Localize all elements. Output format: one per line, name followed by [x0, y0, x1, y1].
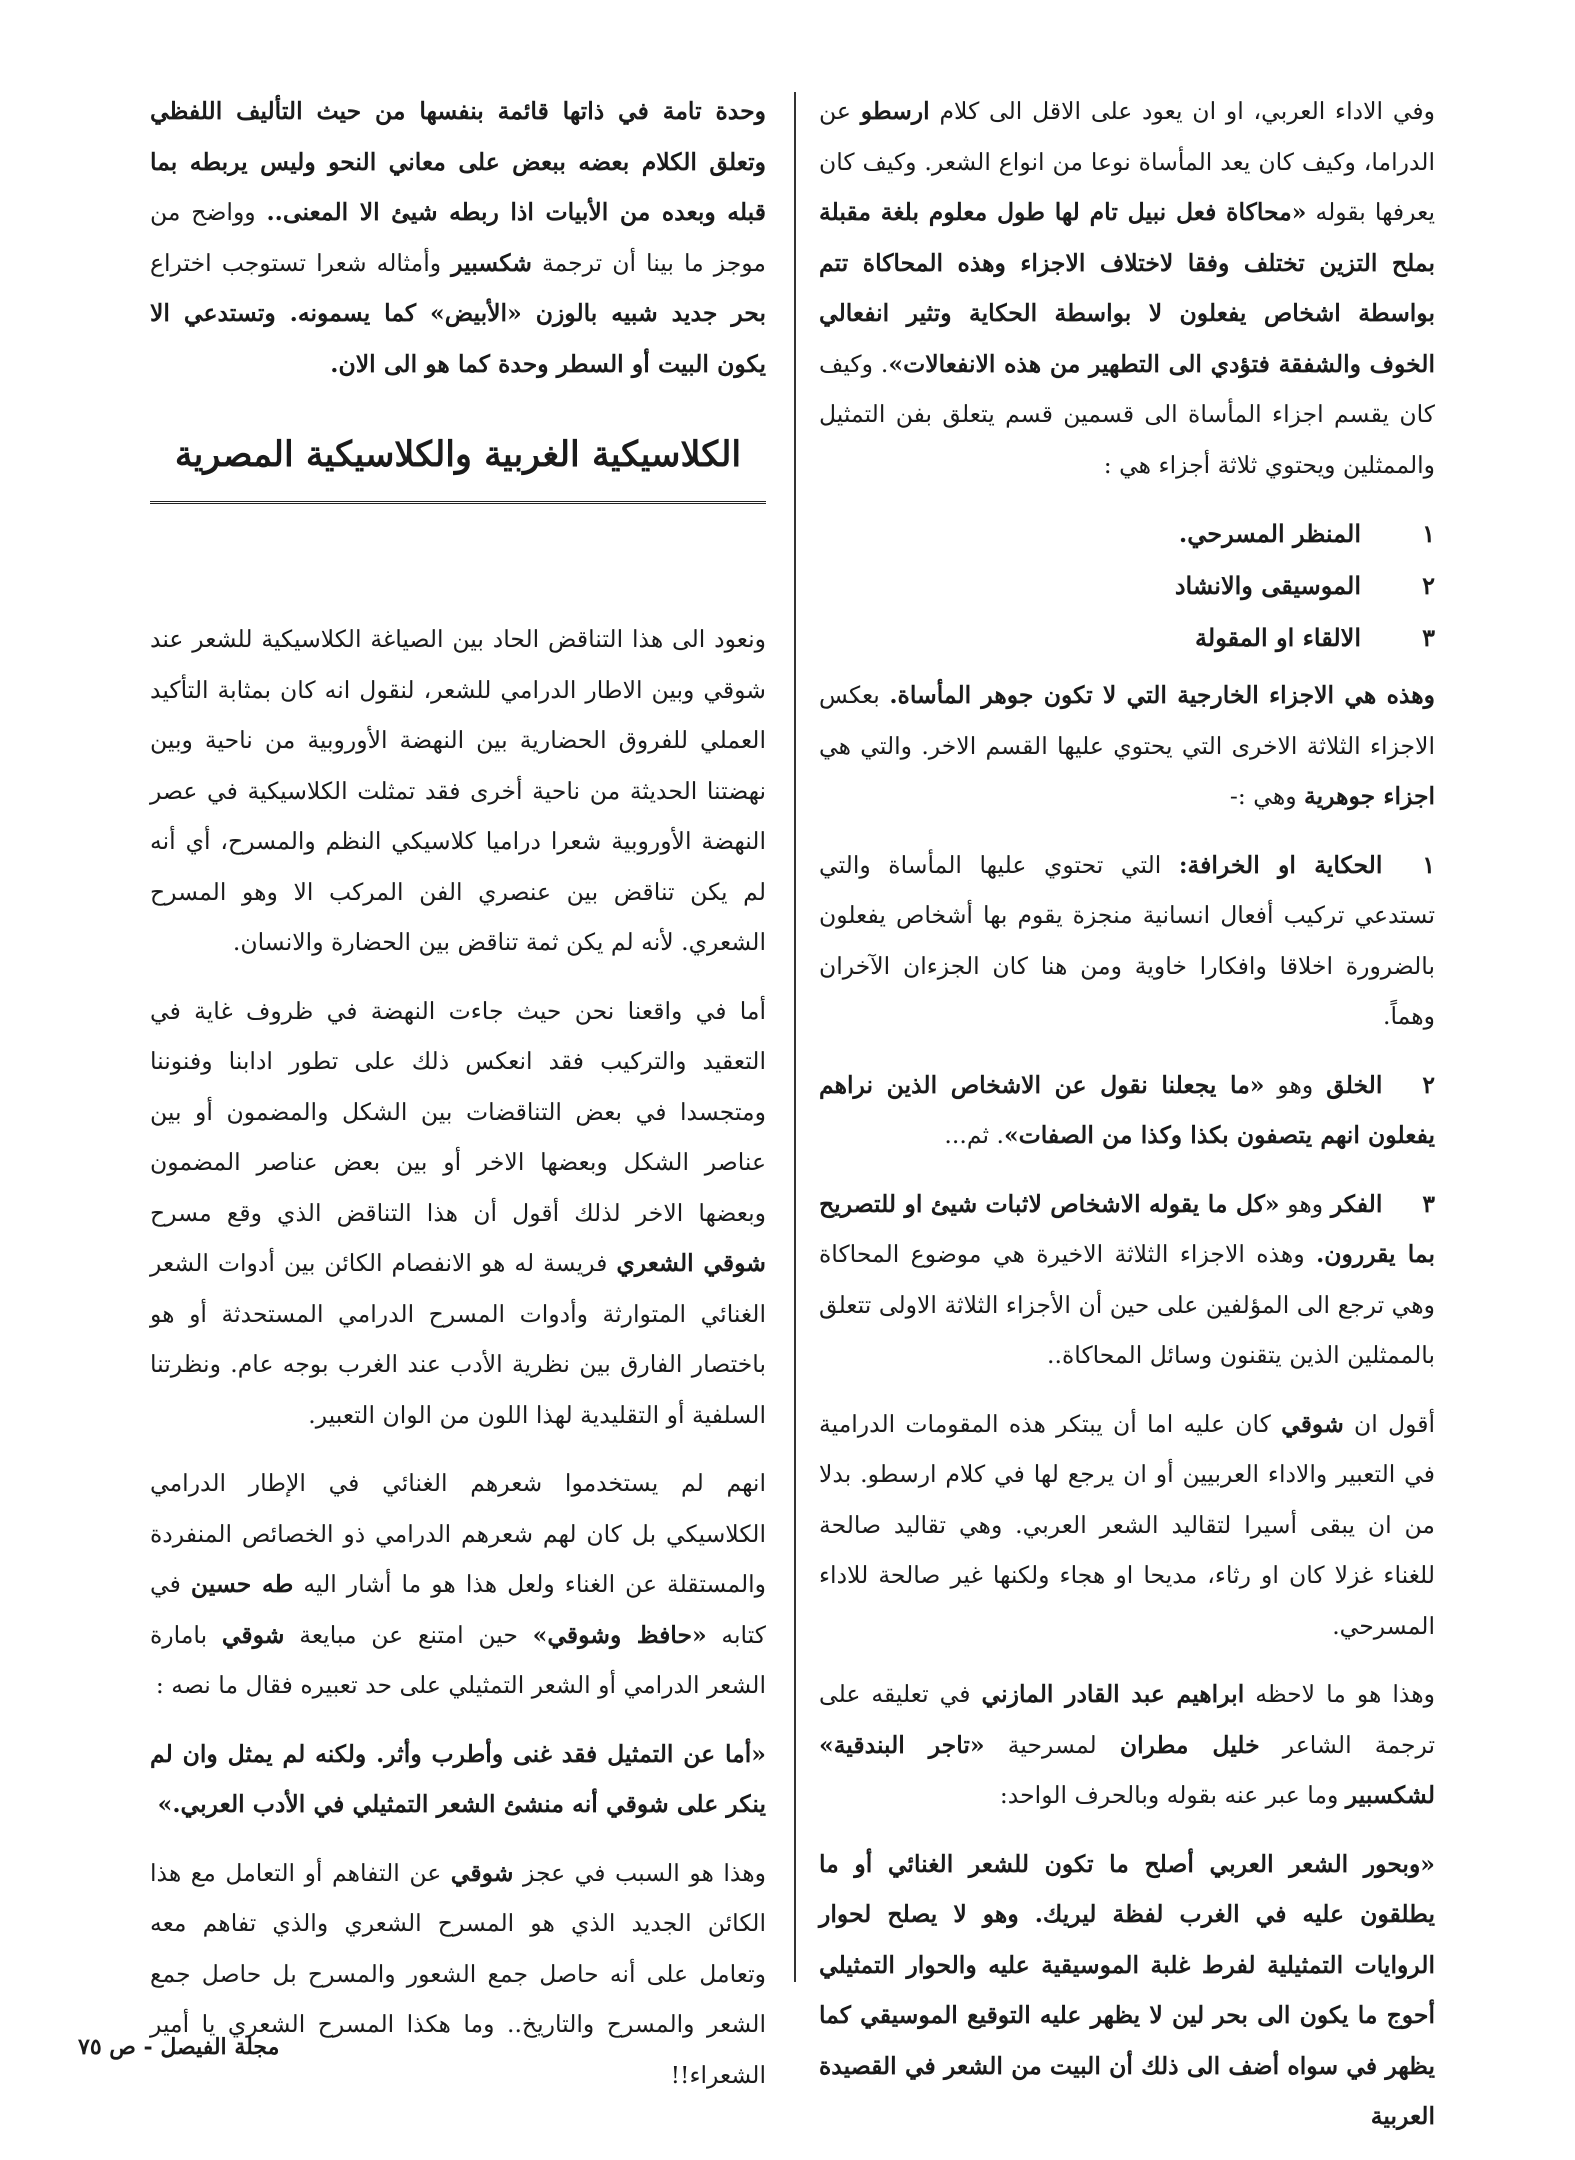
numbered-paragraph	[819, 1179, 1435, 1381]
name-shawqi: شوقي	[1281, 1409, 1344, 1438]
paragraph	[150, 86, 766, 389]
paragraph	[819, 670, 1435, 822]
quote-paragraph	[819, 1839, 1435, 2142]
text-run: أما في واقعنا نحن حيث جاءت النهضة في ظروف غاية في التعقيد والتركيب فقد انعكس ذلك على تطور ادابنا وفنوننا ومتجسدا في بعض التناقضات بين الشكل والمضمون أو بين عناصر الشكل وبعضها الاخر أو بين بعض عناصر المضمون وبعضها الاخر لذلك أقول أن هذا التناقض الذي وقع مسرح	[150, 996, 766, 1227]
list-item	[819, 612, 1435, 664]
text-run: في كتابه	[150, 1570, 766, 1649]
text-run: وهو	[1264, 1070, 1327, 1099]
name-mutran: خليل مطران	[1119, 1730, 1260, 1759]
section-heading: الكلاسيكية الغربية والكلاسيكية المصرية	[174, 434, 742, 475]
numbered-paragraph	[819, 840, 1435, 1042]
paragraph	[819, 1669, 1435, 1821]
text-run: وهذه الاجزاء الثلاثة الاخيرة هي موضوع المحاكاة وهي ترجع الى المؤلفين على حين أن الأجزاء الثلاثة الاولى تتعلق بالممثلين الذين يتقنون وسائل المحاكاة..	[819, 1240, 1435, 1369]
text-run: أقول ان	[1343, 1409, 1435, 1438]
text-run: فريسة له هو الانفصام الكائن بين أدوات الشعر الغنائي المتوارثة وأدوات المسرح الدرامي المستحدثة أو هو باختصار الفارق بين نظرية الأدب عند الغرب بوجه عام. ونظرتنا السلفية أو التقليدية لهذا اللون من الوان التعبير.	[150, 1249, 766, 1429]
text-run: وهذا هو ما لاحظه	[1244, 1680, 1435, 1708]
bold-quote: «وبحور الشعر العربي أصلح ما تكون للشعر الغنائي أو ما يطلقون عليه في الغرب لفظة ليريك. وهو لا يصلح لحوار الروايات التمثيلية لفرط غلبة الموسيقية عليه والحوار التمثيلي أحوج ما يكون الى بحر لين لا يظهر عليه التوقيع الموسيقي كما يظهر في سواه أضف الى ذلك أن البيت من الشعر في القصيدة العربية	[819, 1849, 1435, 2130]
item-number: ١	[1422, 850, 1435, 879]
text-run: بامارة الشعر الدرامي أو الشعر التمثيلي على حد تعبيره فقال ما نصه :	[150, 1620, 766, 1699]
list-item	[819, 508, 1435, 560]
item-title: الفكر	[1330, 1189, 1383, 1218]
item-title: الحكاية او الخرافة:	[1178, 850, 1383, 879]
bold-statement: وهذه هي الاجزاء الخارجية التي لا تكون جوهر المأساة.	[889, 681, 1435, 709]
text-run: كان عليه اما أن يبتكر هذه المقومات الدرامية في التعبير والاداء العربيين أو ان يرجع لها في كلام ارسطو. بدلا من ان يبقى أسيرا لتقاليد الشعر العربي. وهي تقاليد صالحة للغناء غزلا كان او رثاء، مديحا او هجاء ولكنها غير صالحة للاداء المسرحي.	[819, 1409, 1435, 1640]
text-run: عن الدراما، وكيف كان يعد المأساة نوعا من انواع الشعر. وكيف كان يعرفها بقوله	[819, 97, 1435, 226]
right-column	[819, 86, 1435, 2160]
bold-phrase: شوقي الشعري	[616, 1249, 766, 1277]
text-run: . وكيف كان يقسم اجزاء المأساة الى قسمين قسم يتعلق بفن التمثيل والممثلين ويحتوي ثلاثة أجزاء هي :	[819, 349, 1435, 479]
section-heading-block	[150, 417, 766, 504]
list-text: المنظر المسرحي.	[1178, 519, 1361, 548]
play-title: «تاجر البندقية»	[819, 1730, 985, 1759]
text-run: وهذا هو السبب في عجز	[513, 1858, 766, 1887]
text-run: وهو	[1279, 1189, 1331, 1218]
definition-quote: «محاكاة فعل نبيل تام لها طول معلوم بلغة مقبلة بملح التزين تختلف وفقا لاختلاف الاجزاء وهذه المحاكاة تتم بواسطة اشخاص يفعلون لا بواسطة الحكاية وتثير انفعالي الخوف والشفقة فتؤدي الى التطهير من هذه الانفعالات»	[819, 198, 1435, 378]
name-shawqi: شوقي	[450, 1858, 514, 1887]
list-number: ٣	[1422, 623, 1435, 652]
left-column	[150, 86, 766, 2118]
list-number: ٢	[1422, 571, 1435, 600]
page-footer: مجلة الفيصل - ص ٧٥	[78, 2034, 280, 2060]
text-run: . ثم...	[944, 1121, 1004, 1149]
bold-quote: «كل ما يقوله الاشخاص لاثبات شيئ او للتصريح بما يقررون.	[819, 1189, 1435, 1268]
text-run: ونعود الى هذا التناقض الحاد بين الصياغة الكلاسيكية للشعر عند شوقي وبين الاطار الدرامي للشعر، لنقول انه كان بمثابة التأكيد العملي للفروق الحضارية بين النهضة الأوروبية من ناحية وبين نهضتنا الحديثة من ناحية أخرى فقد تمثلت الكلاسيكية في عصر النهضة الأوروبية شعرا دراميا كلاسيكي النظم والمسرح، أي أنه لم يكن تناقض بين عنصري الفن المركب الا وهو المسرح الشعري. لأنه لم يكن ثمة تناقض بين الحضارة والانسان.	[150, 625, 766, 956]
text-run: لمسرحية	[984, 1730, 1120, 1759]
numbered-paragraph	[819, 1060, 1435, 1161]
text-run: انهم لم يستخدموا شعرهم الغنائي في الإطار الدرامي الكلاسيكي بل كان لهم شعرهم الدرامي ذو الخصائص المنفردة والمستقلة عن الغناء ولعل هذا هو ما أشار اليه	[150, 1469, 766, 1598]
paragraph	[819, 86, 1435, 490]
paragraph	[150, 986, 766, 1441]
text-run: وما عبر عنه بقوله وبالحرف الواحد:	[999, 1781, 1346, 1809]
list-item	[819, 560, 1435, 612]
paragraph	[150, 614, 766, 968]
text-run: حين امتنع عن مبايعة	[284, 1620, 533, 1649]
name-shakespeare: لشكسبير	[1345, 1781, 1435, 1809]
text-run: عن التفاهم أو التعامل مع هذا الكائن الجديد الذي هو المسرح الشعري والذي تفاهم معه وتعامل على أنه حاصل جمع الشعور والمسرح بل حاصل جمع الشعر والمسرح والتاريخ.. وما هكذا المسرح الشعري يا أمير الشعراء!!	[150, 1858, 766, 2089]
text-run: وأمثاله شعرا تستوجب اختراع	[150, 248, 452, 277]
text-run: وهي :-	[1229, 782, 1305, 810]
name-shakespeare: شكسبير	[451, 248, 532, 277]
list-number: ١	[1422, 519, 1435, 548]
list-text: الالقاء او المقولة	[1195, 623, 1361, 652]
bold-quote: «ما يجعلنا نقول عن الاشخاص الذين نراهم يفعلون انهم يتصفون بكذا وكذا من الصفات»	[819, 1070, 1435, 1149]
name-aristotle: ارسطو	[860, 97, 930, 125]
text-run: في تعليقه على ترجمة الشاعر	[819, 1680, 1436, 1759]
item-number: ٣	[1422, 1189, 1435, 1218]
text-run: وواضح من موجز ما بينا أن ترجمة	[150, 198, 766, 277]
book-title: «حافظ وشوقي»	[532, 1620, 707, 1649]
name-mazini: ابراهيم عبد القادر المازني	[981, 1680, 1245, 1708]
paragraph	[150, 1848, 766, 2101]
parts-list	[819, 508, 1435, 664]
column-divider	[794, 92, 796, 1982]
item-number: ٢	[1422, 1070, 1435, 1099]
list-text: الموسيقى والانشاد	[1174, 571, 1361, 600]
item-title: الخلق	[1326, 1070, 1383, 1099]
name-shawqi: شوقي	[221, 1620, 285, 1649]
paragraph	[150, 1458, 766, 1711]
bold-quote: «أما عن التمثيل فقد غنى وأطرب وأثر. ولكنه لم يمثل وان لم ينكر على شوقي أنه منشئ الشعر التمثيلي في الأدب العربي.»	[150, 1739, 766, 1818]
paragraph	[819, 1399, 1435, 1652]
quote-paragraph	[150, 1729, 766, 1830]
bold-quote: وحدة تامة في ذاتها قائمة بنفسها من حيث التأليف اللفظي وتعلق الكلام بعضه ببعض على معاني النحو وليس يربطه بما قبله وبعده من الأبيات اذا ربطه شيئ الا المعنى..	[150, 97, 766, 226]
text-run: وفي الاداء العربي، او ان يعود على الاقل الى كلام	[929, 97, 1435, 125]
text-run: التي تحتوي عليها المأساة والتي تستدعي تركيب أفعال انسانية منجزة يقوم بها أشخاص يفعلون بالضرورة اخلاقا وافكارا خاوية ومن هنا كان الجزءان الآخران وهماً.	[819, 850, 1435, 1030]
text-run: بعكس الاجزاء الثلاثة الاخرى التي يحتوي عليها القسم الاخر. والتي هي	[819, 681, 1435, 760]
name-taha-hussein: طه حسين	[190, 1570, 294, 1598]
bold-term: اجزاء جوهرية	[1304, 782, 1435, 810]
bold-phrase: بحر جديد شبيه بالوزن «الأبيض» كما يسمونه. وتستدعي الا يكون البيت أو السطر وحدة كما هو الى الان.	[150, 299, 766, 378]
